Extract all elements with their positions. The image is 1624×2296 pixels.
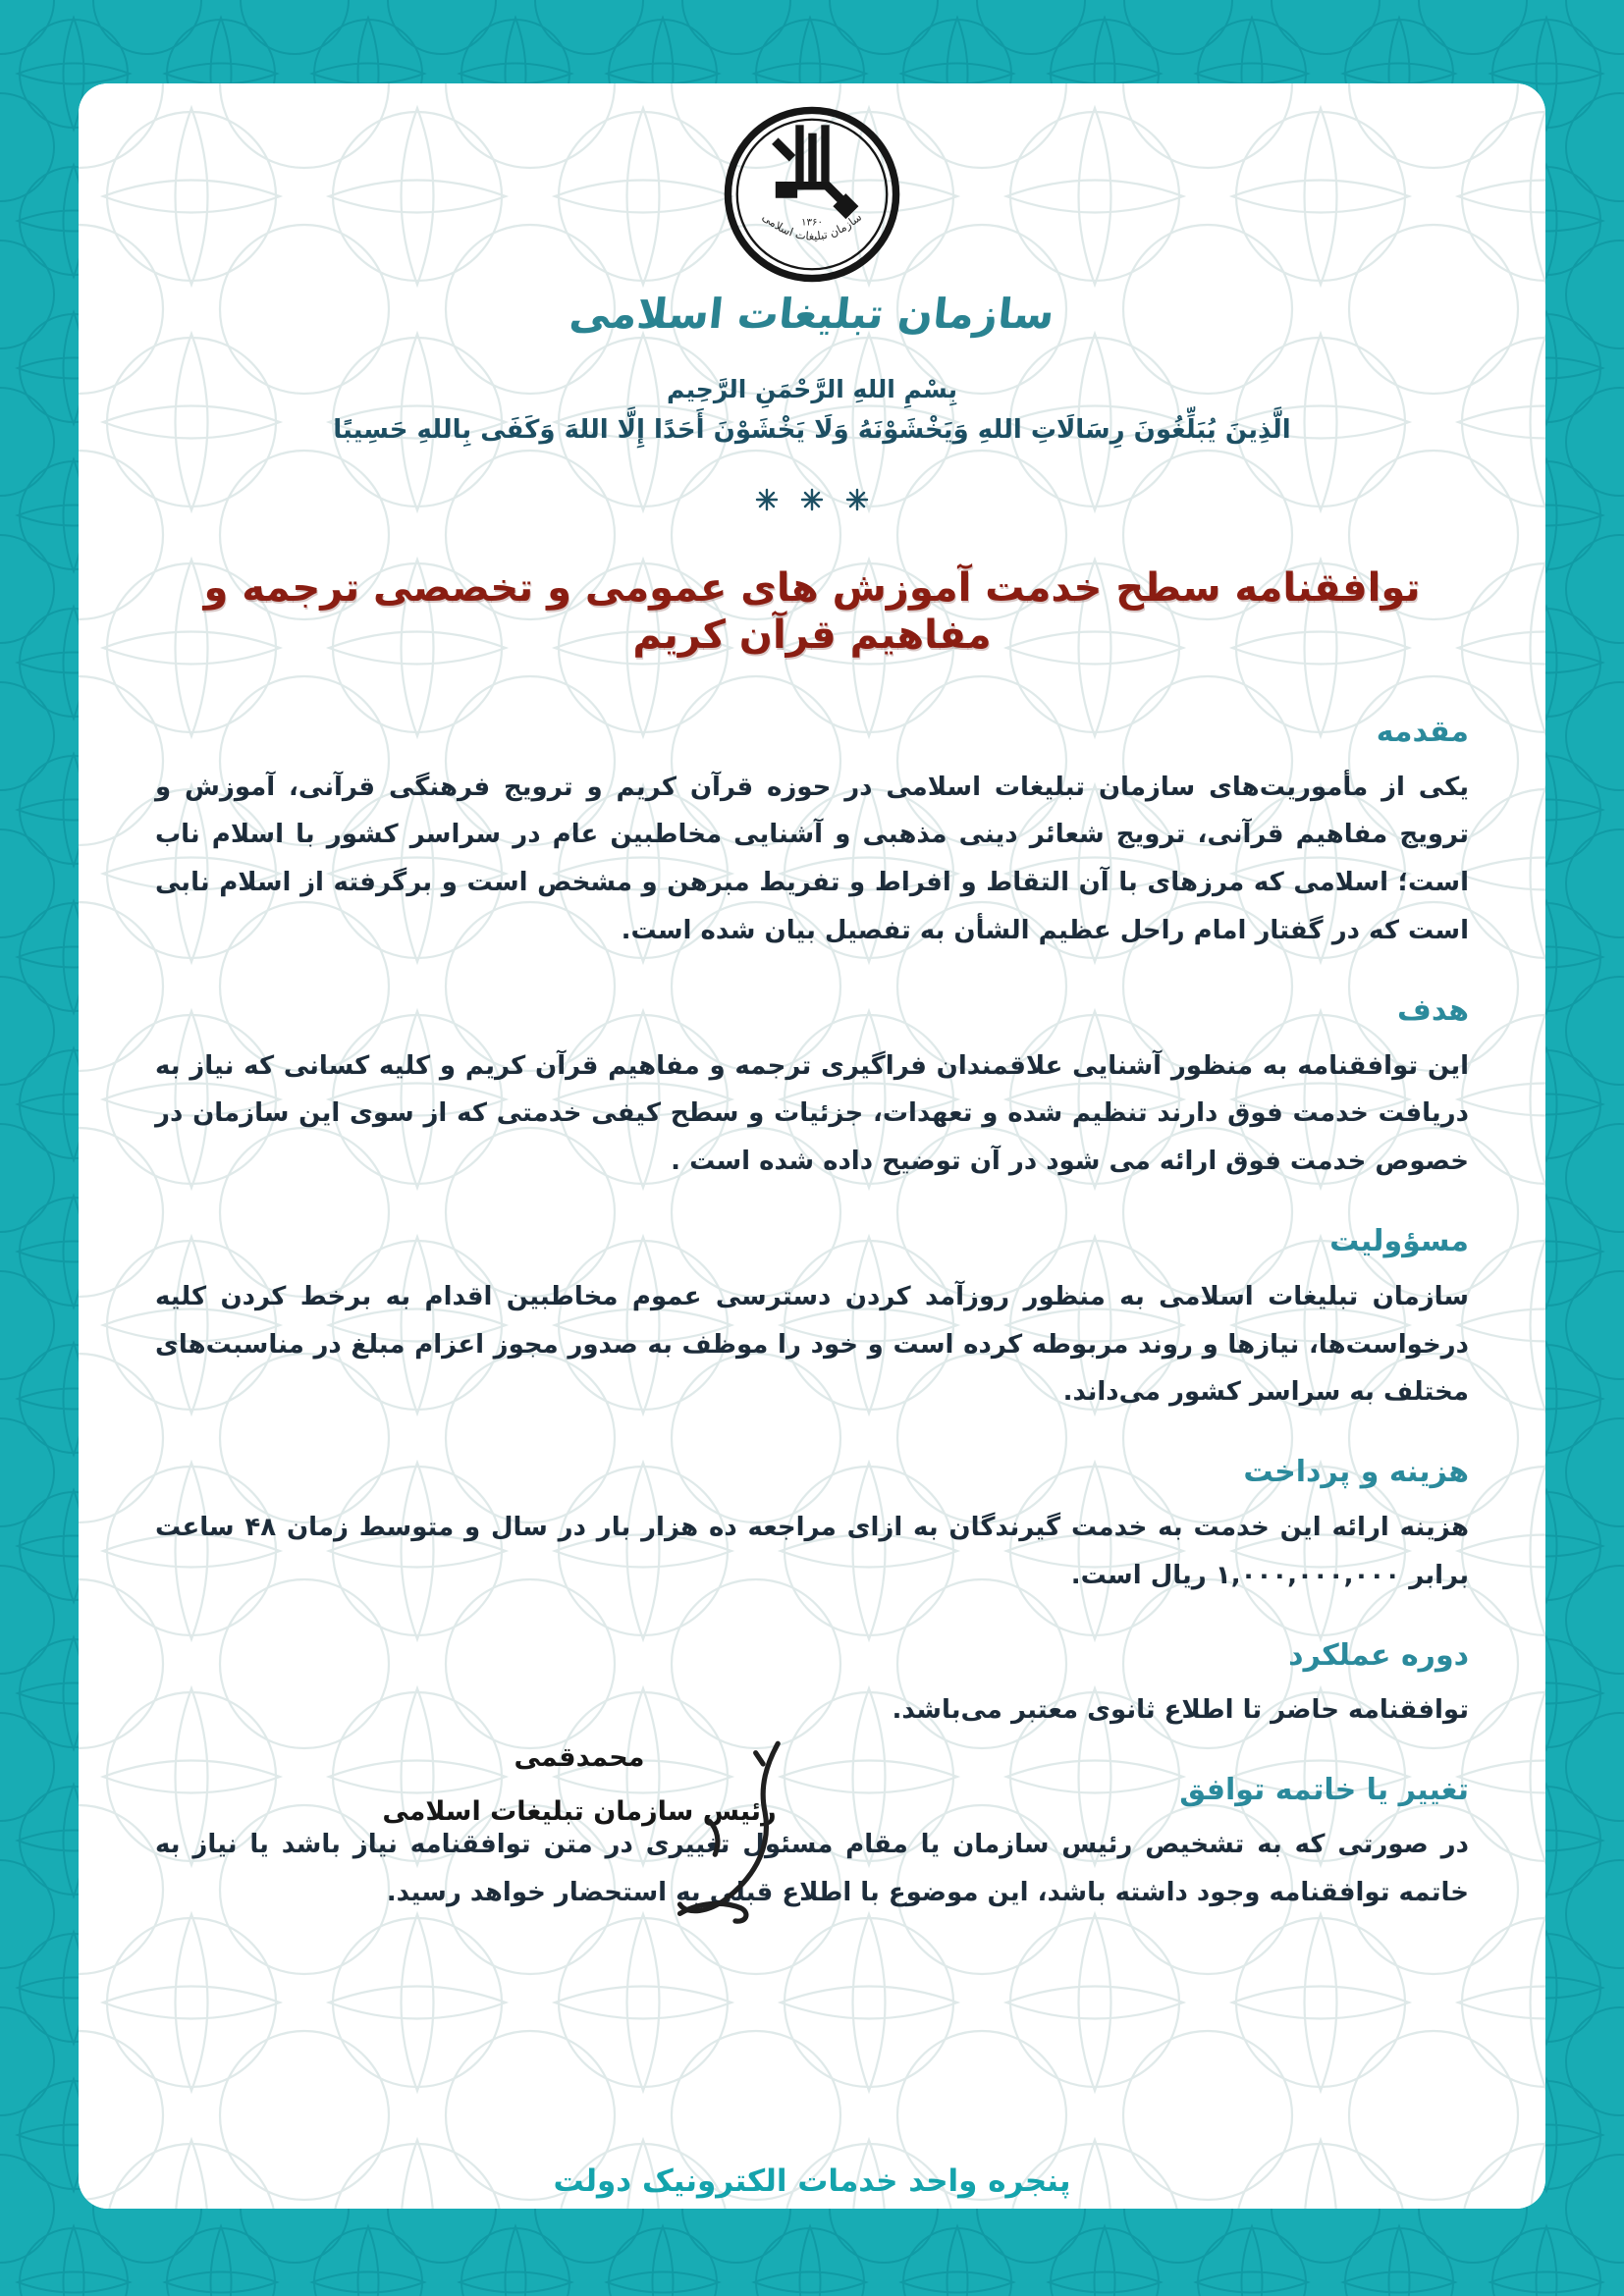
asterisk-icon <box>845 488 869 511</box>
section-goal <box>155 994 1469 1186</box>
section-body: در صورتی که به تشخیص رئیس سازمان یا مقام مسئول تغییری در متن توافقنامه نیاز باشد یا نیاز به خاتمه توافقنامه وجود داشته باشد، این موضوع با اطلاع قبلی به استحضار خواهد رسید. <box>155 1830 1469 1908</box>
ornament-separator <box>155 488 1469 511</box>
document-title: توافقنامه سطح خدمت آموزش های عمومی و تخصصی ترجمه و مفاهیم قرآن کریم <box>203 565 1421 658</box>
logo-container <box>155 103 1469 286</box>
signature-block <box>373 1742 785 1827</box>
allah-kufic-mark <box>772 125 858 219</box>
document-paper <box>79 83 1545 2209</box>
signature-scribble-icon <box>656 1729 813 1940</box>
section-responsibility <box>155 1225 1469 1416</box>
section-body: توافقنامه حاضر تا اطلاع ثانوی معتبر می‌باشد. <box>892 1695 1469 1725</box>
section-heading: دوره عملکرد <box>1288 1637 1469 1673</box>
quran-verse-text: الَّذِينَ يُبَلِّغُونَ رِسَالَاتِ اللهِ وَيَخْشَوْنَهُ وَلَا يَخْشَوْنَ أَحَدًا إِلَّا اللهَ وَكَفَى بِاللهِ حَسِيبًا <box>333 415 1291 445</box>
document-content <box>79 83 1545 1917</box>
section-heading: مقدمه <box>1376 715 1469 749</box>
section-cost-payment <box>155 1456 1469 1599</box>
section-heading: هزینه و پرداخت <box>1243 1455 1469 1490</box>
section-body: هزینه ارائه این خدمت به خدمت گیرندگان به ازای مراجعه ده هزار بار در سال و متوسط زمان ۴۸ ساعت برابر ۱,۰۰۰,۰۰۰,۰۰۰ ریال است. <box>155 1512 1469 1590</box>
logo-year-text: ۱۳۶۰ <box>801 217 823 229</box>
section-heading: مسؤولیت <box>1329 1224 1469 1259</box>
signatory-title: رئیس سازمان تبلیغات اسلامی <box>382 1796 777 1827</box>
organization-logo-icon <box>721 103 903 286</box>
organization-calligraphy: سازمان تبلیغات اسلامی <box>567 290 1057 338</box>
section-introduction <box>155 716 1469 955</box>
signatory-name: محمدقمی <box>514 1742 645 1773</box>
asterisk-icon <box>755 488 779 511</box>
section-performance-period <box>155 1639 1469 1735</box>
section-body: این توافقنامه به منظور آشنایی علاقمندان فراگیری ترجمه و مفاهیم قرآن کریم و کلیه کسانی که نیاز به دریافت خدمت فوق دارند تنظیم شده و تعهدات، جزئیات و سطح کیفی خدمتی که از سوی این سازمان در خصوص خدمت فوق ارائه می شود در آن توضیح داده شده است . <box>155 1050 1469 1177</box>
section-body: یکی از مأموریت‌های سازمان تبلیغات اسلامی در حوزه قرآن کریم و ترویج فرهنگی قرآنی، آموزش و ترویج مفاهیم قرآنی، ترویج شعائر دینی مذهبی و آشنایی مخاطبین عام در سراسر کشور با اسلام ناب است؛ اسلامی که مرزهای با آن التقاط و افراط و تفریط مبرهن و مشخص است و برگرفته از اسلام نابی است که در گفتار امام راحل عظیم الشأن به تفصیل بیان شده است. <box>155 772 1469 946</box>
section-heading: تغییر یا خاتمه توافق <box>1179 1772 1469 1807</box>
section-heading: هدف <box>1397 993 1469 1028</box>
bismillah-text: بِسْمِ اللهِ الرَّحْمَنِ الرَّحِيم <box>667 375 957 403</box>
footer-text: پنجره واحد خدمات الکترونیک دولت <box>553 2163 1071 2199</box>
logo-arc-text: سازمان تبلیغات اسلامی <box>759 209 865 243</box>
section-body: سازمان تبلیغات اسلامی به منظور روزآمد کردن دسترسی عموم مخاطبین اقدام به برخط کردن کلیه درخواست‌ها، نیازها و روند مربوطه کرده است و خود را موظف به صدور مجوز اعزام مبلغ در مناسبت‌های مختلف به سراسر کشور می‌داند. <box>155 1281 1469 1408</box>
asterisk-icon <box>800 488 824 511</box>
